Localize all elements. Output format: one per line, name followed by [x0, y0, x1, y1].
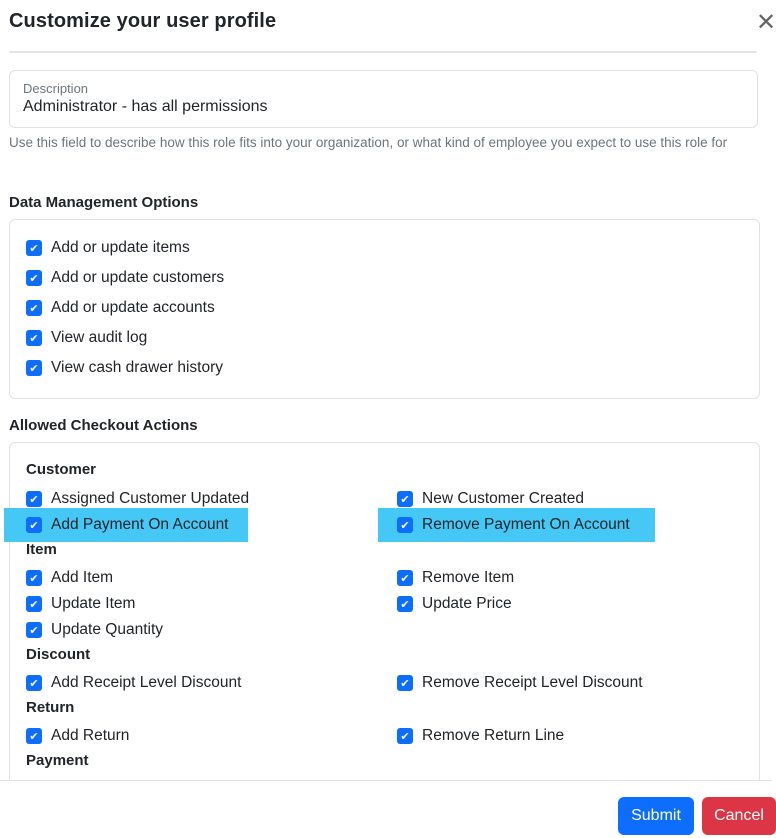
data-management-title: Data Management Options: [9, 194, 199, 211]
check-icon[interactable]: ✔: [26, 517, 42, 533]
description-help: Use this field to describe how this role fits into your organization, or what kind of employee you expect to use this role for: [9, 135, 728, 150]
divider: [9, 51, 757, 53]
checkbox-assigned-customer-updated[interactable]: [26, 490, 249, 508]
checkbox-new-customer-created[interactable]: [397, 490, 584, 508]
checkbox-label: Add or update accounts: [51, 299, 215, 316]
description-field[interactable]: [9, 70, 758, 128]
group-customer: Customer: [26, 461, 97, 478]
checkbox-label: Add Payment On Account: [51, 516, 229, 533]
description-label: Description: [23, 81, 89, 96]
close-icon[interactable]: ✕: [756, 9, 776, 36]
checkbox-view-audit-log[interactable]: [26, 329, 147, 347]
check-icon[interactable]: ✔: [26, 622, 42, 638]
checkbox-label: Add or update customers: [51, 269, 225, 286]
checkbox-add-payment-on-account[interactable]: [26, 516, 229, 534]
checkbox-label: Add Return: [51, 727, 130, 744]
check-icon[interactable]: ✔: [397, 675, 413, 691]
checkbox-update-price[interactable]: [397, 595, 512, 613]
checkbox-label: Remove Item: [422, 569, 515, 586]
description-value[interactable]: Administrator - has all permissions: [23, 98, 268, 115]
check-icon[interactable]: ✔: [397, 596, 413, 612]
checkbox-label: Update Quantity: [51, 621, 164, 638]
checkbox-remove-receipt-level-discount[interactable]: [397, 674, 643, 692]
checkbox-label: Assigned Customer Updated: [51, 490, 250, 507]
check-icon[interactable]: ✔: [26, 728, 42, 744]
check-icon[interactable]: ✔: [397, 517, 413, 533]
checkbox-label: Add Item: [51, 569, 114, 586]
check-icon[interactable]: ✔: [26, 596, 42, 612]
check-icon[interactable]: ✔: [26, 240, 42, 256]
check-icon[interactable]: ✔: [397, 728, 413, 744]
checkbox-label: Add Receipt Level Discount: [51, 674, 242, 691]
checkbox-remove-return-line[interactable]: [397, 727, 564, 745]
checkbox-update-quantity[interactable]: [26, 621, 163, 639]
modal-title: Customize your user profile: [9, 10, 277, 32]
submit-button[interactable]: Submit: [618, 797, 694, 835]
check-icon[interactable]: ✔: [397, 570, 413, 586]
checkbox-add-item[interactable]: [26, 569, 113, 587]
checkbox-update-item[interactable]: [26, 595, 135, 613]
group-return: Return: [26, 699, 75, 716]
check-icon[interactable]: ✔: [26, 300, 42, 316]
checkbox-remove-payment-on-account[interactable]: [397, 516, 630, 534]
check-icon[interactable]: ✔: [26, 330, 42, 346]
group-item: Item: [26, 541, 57, 558]
checkbox-label: Remove Receipt Level Discount: [422, 674, 643, 691]
check-icon[interactable]: ✔: [26, 491, 42, 507]
checkbox-label: Update Price: [422, 595, 512, 612]
checkout-actions-title: Allowed Checkout Actions: [9, 417, 198, 434]
checkbox-label: New Customer Created: [422, 490, 584, 507]
checkbox-label: Remove Return Line: [422, 727, 565, 744]
checkbox-remove-item[interactable]: [397, 569, 514, 587]
cancel-button[interactable]: Cancel: [702, 797, 776, 835]
checkbox-label: View cash drawer history: [51, 359, 224, 376]
check-icon[interactable]: ✔: [397, 491, 413, 507]
check-icon[interactable]: ✔: [26, 270, 42, 286]
checkbox-label: Add or update items: [51, 239, 190, 256]
checkbox-add-update-customers[interactable]: [26, 269, 224, 287]
check-icon[interactable]: ✔: [26, 570, 42, 586]
checkbox-add-return[interactable]: [26, 727, 129, 745]
group-discount: Discount: [26, 646, 91, 663]
checkbox-label: Remove Payment On Account: [422, 516, 630, 533]
checkbox-add-update-accounts[interactable]: [26, 299, 215, 317]
check-icon[interactable]: ✔: [26, 675, 42, 691]
checkbox-label: View audit log: [51, 329, 148, 346]
checkbox-add-receipt-level-discount[interactable]: [26, 674, 241, 692]
footer-divider: [0, 780, 772, 781]
checkbox-add-update-items[interactable]: [26, 239, 190, 257]
checkbox-view-cash-drawer-history[interactable]: [26, 359, 223, 377]
group-payment: Payment: [26, 752, 89, 769]
checkbox-label: Update Item: [51, 595, 136, 612]
modal-header: [0, 0, 776, 50]
check-icon[interactable]: ✔: [26, 360, 42, 376]
